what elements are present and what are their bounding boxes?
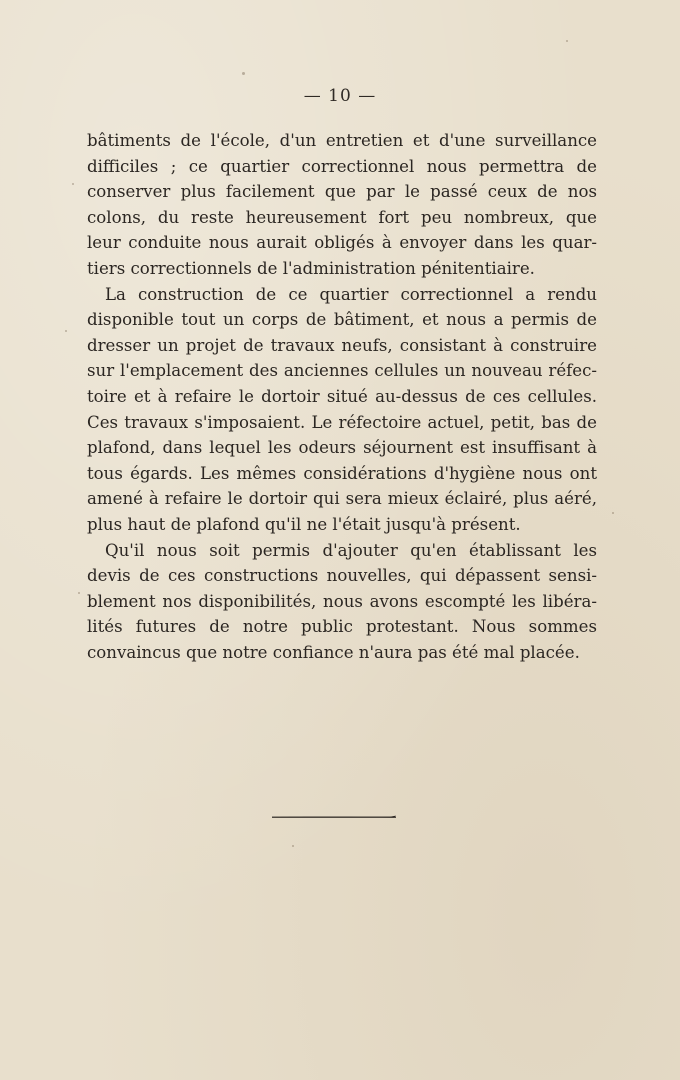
paper-speck: [78, 592, 80, 594]
paper-speck: [72, 183, 74, 185]
text-line: amené à refaire le dortoir qui sera mieux éclairé, plus aéré,: [87, 489, 597, 509]
paper-speck: [612, 512, 614, 514]
text-line: difficiles ; ce quartier correctionnel nous permettra de: [87, 156, 597, 176]
paper-speck: [65, 330, 67, 332]
text-line: toire et à refaire le dortoir situé au-dessus de ces cellules.: [87, 386, 597, 406]
text-line: tiers correctionnels de l'administration pénitentiaire.: [87, 258, 535, 278]
paper-speck: [566, 40, 568, 42]
text-line: leur conduite nous aurait obligés à envoyer dans les quar-: [87, 233, 597, 253]
body-text: [87, 128, 597, 665]
end-rule-ornament: [272, 814, 398, 820]
text-line: plus haut de plafond qu'il ne l'était jusqu'à présent.: [87, 514, 521, 534]
text-line: convaincus que notre confiance n'aura pas été mal placée.: [87, 642, 580, 662]
text-line: dresser un projet de travaux neufs, consistant à construire: [87, 335, 597, 355]
text-line: La construction de ce quartier correctionnel a rendu: [105, 284, 597, 304]
text-line: lités futures de notre public protestant. Nous sommes: [87, 617, 597, 637]
paper-speck: [242, 72, 245, 75]
paper-speck: [292, 845, 294, 847]
text-line: disponible tout un corps de bâtiment, et nous a permis de: [87, 310, 597, 330]
text-line: Ces travaux s'imposaient. Le réfectoire actuel, petit, bas de: [87, 412, 597, 432]
text-line: devis de ces constructions nouvelles, qui dépassent sensi-: [87, 566, 597, 586]
text-line: conserver plus facilement que par le passé ceux de nos: [87, 182, 597, 202]
page-number: — 10 —: [303, 86, 377, 106]
text-line: tous égards. Les mêmes considérations d'hygiène nous ont: [87, 463, 597, 483]
text-line: bâtiments de l'école, d'un entretien et d'une surveillance: [87, 131, 597, 150]
text-line: sur l'emplacement des anciennes cellules un nouveau réfec-: [87, 361, 597, 381]
text-line: plafond, dans lequel les odeurs séjournent est insuffisant à: [87, 438, 597, 458]
text-line: Qu'il nous soit permis d'ajouter qu'en établissant les: [105, 540, 597, 560]
text-line: blement nos disponibilités, nous avons escompté les libéra-: [87, 591, 597, 611]
text-line: colons, du reste heureusement fort peu nombreux, que: [87, 207, 597, 227]
